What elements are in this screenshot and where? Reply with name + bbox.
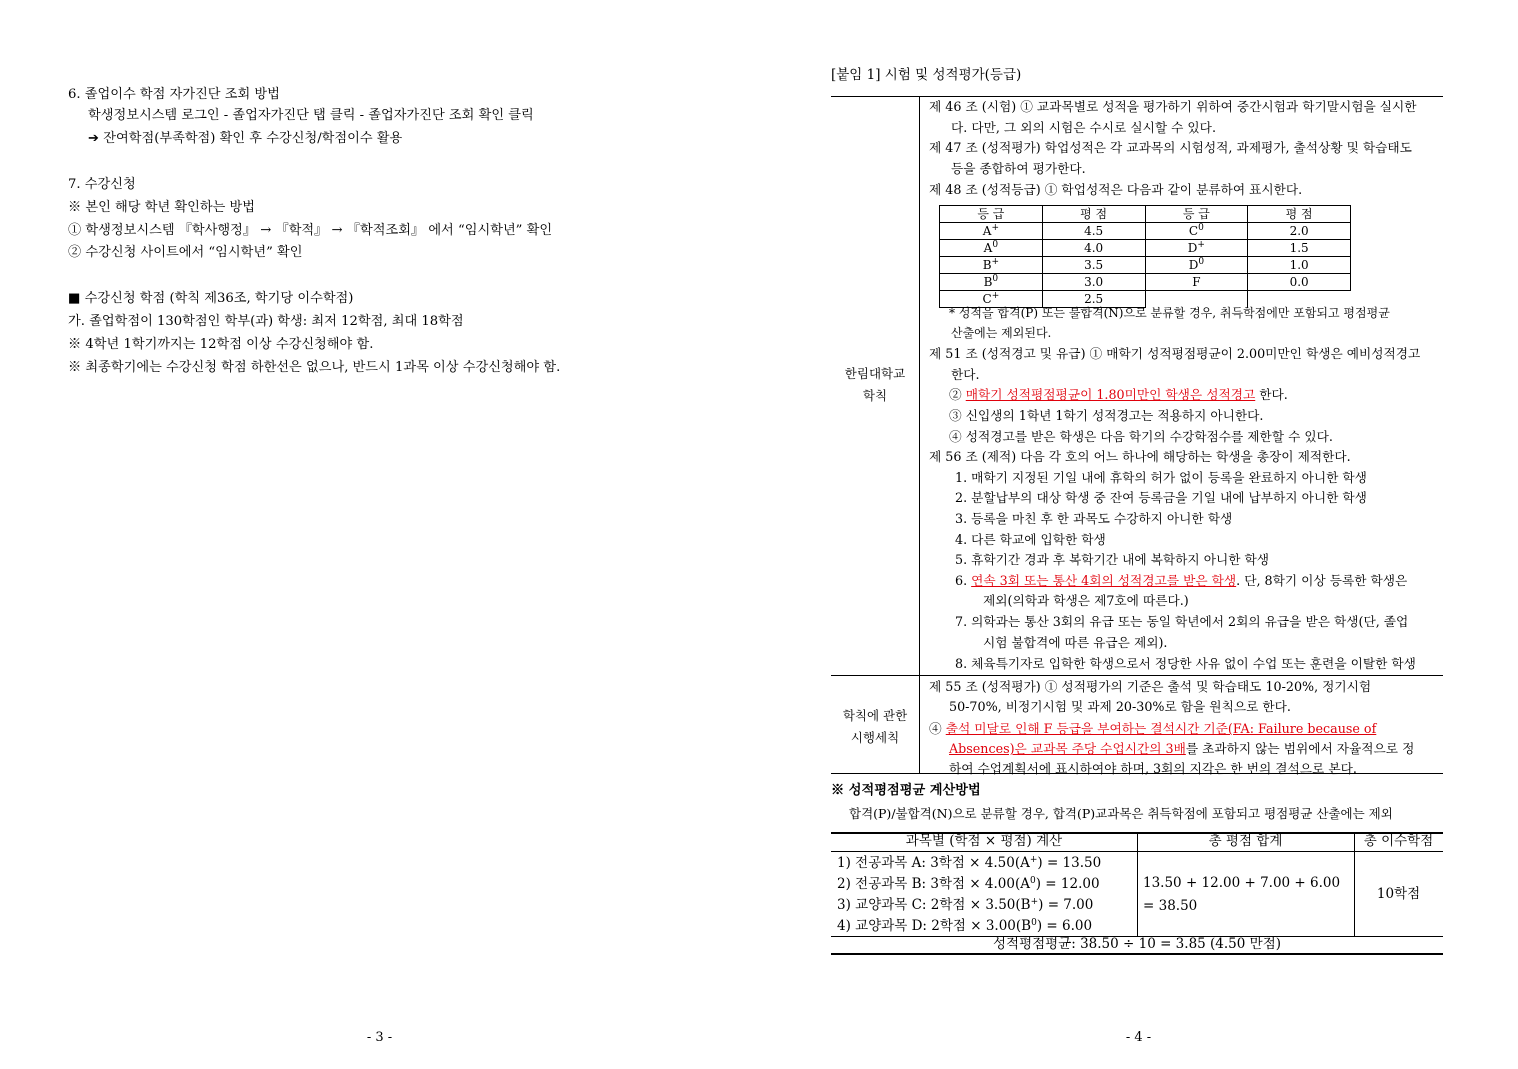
calc-row: 1) 전공과목 A: 3학점 × 4.50(A+) = 13.50 <box>837 855 1102 871</box>
article-51: 제 51 조 (성적경고 및 유급) ① 매학기 성적평점평균이 2.00미만인 학생은 예비성적경고 <box>929 346 1421 361</box>
grade-table <box>939 205 1351 308</box>
grade-row <box>940 257 1351 274</box>
article-56-item: 7. 의학과는 통산 3회의 유급 또는 동일 학년에서 2회의 유급을 받은 학생(단, 졸업 <box>955 614 1409 629</box>
rules-table <box>831 96 1443 774</box>
gpa-description: 합격(P)/불합격(N)으로 분류할 경우, 합격(P)교과목은 취득학점에 포함되고 평점평균 산출에는 제외 <box>849 806 1393 821</box>
calc-total-result: = 38.50 <box>1143 898 1198 914</box>
credit-line: ※ 4학년 1학기까지는 12학점 이상 수강신청해야 함. <box>68 337 374 352</box>
article-48-note: 산출에는 제외된다. <box>951 326 1052 340</box>
grade-header-cell: 등 급 <box>1145 206 1248 223</box>
article-56-item-cont: 시험 불합격에 따른 유급은 제외). <box>983 635 1168 650</box>
grade-cell: F <box>1145 274 1248 291</box>
grade-cell: 1.0 <box>1248 257 1351 274</box>
section-6-note: ➔ 잔여학점(부족학점) 확인 후 수강신청/학점이수 활용 <box>88 131 403 146</box>
calc-total-sum: 13.50 + 12.00 + 7.00 + 6.00 <box>1143 875 1341 891</box>
article-56-item: 8. 체육특기자로 입학한 학생으로서 정당한 사유 없이 수업 또는 훈련을 이탈한 학생 <box>955 656 1416 671</box>
section-6-title: 6. 졸업이수 학점 자가진단 조회 방법 <box>68 87 280 102</box>
section-7-line: ① 학생정보시스템 『학사행정』 → 『학적』 → 『학적조회』 에서 “임시학년” 확인 <box>68 223 553 238</box>
grade-cell: $C^0$ <box>1145 223 1248 240</box>
highlight-text: Absences)은 교과목 주당 수업시간의 3배 <box>949 741 1186 756</box>
item-marker: 6. <box>955 573 972 588</box>
calc-header: 과목별 (학점 × 평점) 계산 <box>905 833 1063 849</box>
credit-line: 가. 졸업학점이 130학점인 학부(과) 학생: 최저 12학점, 최대 18학점 <box>68 314 464 329</box>
item-text: . 단, 8학기 이상 등록한 학생은 <box>1236 573 1408 588</box>
gpa-title: ※ 성적평점평균 계산방법 <box>831 783 981 798</box>
article-56-item <box>955 571 1407 591</box>
category-label: 학칙에 관한 <box>842 708 908 723</box>
grade-header-cell: 평 점 <box>1042 206 1145 223</box>
grade-row <box>940 240 1351 257</box>
article-56-item: 3. 등록을 마친 후 한 과목도 수강하지 아니한 학생 <box>955 511 1233 526</box>
grade-cell: 4.0 <box>1042 240 1145 257</box>
section-7-line: ※ 본인 해당 학년 확인하는 방법 <box>68 200 256 215</box>
grade-cell: 4.5 <box>1042 223 1145 240</box>
gpa-calc-table <box>831 832 1443 954</box>
section-7-title: 7. 수강신청 <box>68 177 136 192</box>
item-text: 한다. <box>1255 387 1288 402</box>
article-55-cont: 50-70%, 비정기시험 및 과제 20-30%로 함을 원칙으로 한다. <box>949 699 1291 714</box>
calc-header: 총 이수학점 <box>1363 833 1434 849</box>
article-55-item-cont: 하여 수업계획서에 표시하여야 하며, 3회의 지각은 한 번의 결석으로 본다. <box>949 761 1357 776</box>
grade-cell: $B^0$ <box>940 274 1043 291</box>
article-47: 제 47 조 (성적평가) 학업성적은 각 교과목의 시험성적, 과제평가, 출석상황 및 학습태도 <box>929 140 1412 155</box>
grade-cell: 2.0 <box>1248 223 1351 240</box>
grade-cell: 3.5 <box>1042 257 1145 274</box>
article-56: 제 56 조 (제적) 다음 각 호의 어느 하나에 해당하는 학생을 총장이 제적한다. <box>929 449 1351 464</box>
calc-row: 3) 교양과목 C: 2학점 × 3.50(B+) = 7.00 <box>837 897 1094 913</box>
category-label: 시행세칙 <box>850 730 900 745</box>
grade-cell: B+ <box>940 257 1043 274</box>
grade-cell: A+ <box>940 223 1043 240</box>
article-55-item-cont <box>949 739 1414 759</box>
article-47-cont: 등을 종합하여 평가한다. <box>951 161 1086 176</box>
page-number: - 4 - <box>1125 1030 1152 1045</box>
section-7-line: ② 수강신청 사이트에서 “임시학년” 확인 <box>68 245 303 260</box>
category-label: 한림대학교 <box>844 366 906 381</box>
article-55-item <box>929 719 1376 739</box>
item-text: 를 초과하지 않는 범위에서 자율적으로 정 <box>1185 741 1415 756</box>
grade-cell: 0.0 <box>1248 274 1351 291</box>
calc-total-credits: 10학점 <box>1376 886 1421 902</box>
calc-result: 성적평점평균: 38.50 ÷ 10 = 3.85 (4.50 만점) <box>992 936 1281 952</box>
item-marker: ② <box>949 387 966 402</box>
article-51-item <box>949 385 1288 405</box>
article-55: 제 55 조 (성적평가) ① 성적평가의 기준은 출석 및 학습태도 10-20%, 정기시험 <box>929 679 1372 694</box>
grade-cell: $D^0$ <box>1145 257 1248 274</box>
grade-row <box>940 223 1351 240</box>
article-56-item: 2. 분할납부의 대상 학생 중 잔여 등록금을 기일 내에 납부하지 아니한 학생 <box>955 490 1367 505</box>
category-label: 학칙 <box>862 388 888 403</box>
grade-cell: 1.5 <box>1248 240 1351 257</box>
highlight-text: 매학기 성적평점평균이 1.80미만인 학생은 성적경고 <box>965 387 1256 402</box>
highlight-text: 출석 미달로 인해 F 등급을 부여하는 결석시간 기준(FA: Failure because of <box>945 721 1377 736</box>
category-school-rules <box>831 363 919 407</box>
grade-cell: C+ <box>940 291 1043 308</box>
article-51-cont: 한다. <box>951 367 980 382</box>
grade-cell: 2.5 <box>1042 291 1145 308</box>
item-marker: ④ <box>929 721 946 736</box>
article-46-cont: 다. 다만, 그 외의 시험은 수시로 실시할 수 있다. <box>951 120 1216 135</box>
credit-line: ※ 최종학기에는 수강신청 학점 하한선은 없으나, 반드시 1과목 이상 수강신청해야 함. <box>68 360 561 375</box>
section-6-step: 학생정보시스템 로그인 - 졸업자가진단 탭 클릭 - 졸업자가진단 조회 확인 클릭 <box>88 108 534 123</box>
page-number: - 3 - <box>366 1030 393 1045</box>
article-56-item: 5. 휴학기간 경과 후 복학기간 내에 복학하지 아니한 학생 <box>955 552 1270 567</box>
article-51-item: ④ 성적경고를 받은 학생은 다음 학기의 수강학점수를 제한할 수 있다. <box>949 429 1333 444</box>
calc-row: 4) 교양과목 D: 2학점 × $3.00(B^0) = 6.00$ <box>837 918 1093 934</box>
page-right <box>759 0 1518 1069</box>
article-56-item: 4. 다른 학교에 입학한 학생 <box>955 532 1106 547</box>
article-48: 제 48 조 (성적등급) ① 학업성적은 다음과 같이 분류하여 표시한다. <box>929 182 1303 197</box>
grade-header-cell: 등 급 <box>940 206 1043 223</box>
calc-row: 2) 전공과목 B: 3학점 × $4.00(A^0) = 12.00$ <box>837 876 1100 892</box>
grade-cell: 3.0 <box>1042 274 1145 291</box>
article-51-item: ③ 신입생의 1학년 1학기 성적경고는 적용하지 아니한다. <box>949 408 1264 423</box>
article-56-item: 1. 매학기 지정된 기일 내에 휴학의 허가 없이 등록을 완료하지 아니한 학생 <box>955 470 1367 485</box>
grade-cell: D+ <box>1145 240 1248 257</box>
category-enforcement-rules <box>831 705 919 749</box>
calc-header: 총 평점 합계 <box>1208 833 1283 849</box>
highlight-text: 연속 3회 또는 통산 4회의 성적경고를 받은 학생 <box>971 573 1237 588</box>
credit-title: ■ 수강신청 학점 (학칙 제36조, 학기당 이수학점) <box>68 291 354 306</box>
article-56-item-cont: 제외(의학과 학생은 제7호에 따른다.) <box>983 593 1189 608</box>
article-48-note: * 성적을 합격(P) 또는 불합격(N)으로 분류할 경우, 취득학점에만 포함되고 평점평균 <box>949 306 1390 320</box>
article-46: 제 46 조 (시험) ① 교과목별로 성적을 평가하기 위하여 중간시험과 학기말시험을 실시한 <box>929 99 1417 114</box>
grade-cell: $A^0$ <box>940 240 1043 257</box>
grade-row <box>940 274 1351 291</box>
attachment-title: [붙임 1] 시험 및 성적평가(등급) <box>831 67 1022 83</box>
grade-header-cell: 평 점 <box>1248 206 1351 223</box>
